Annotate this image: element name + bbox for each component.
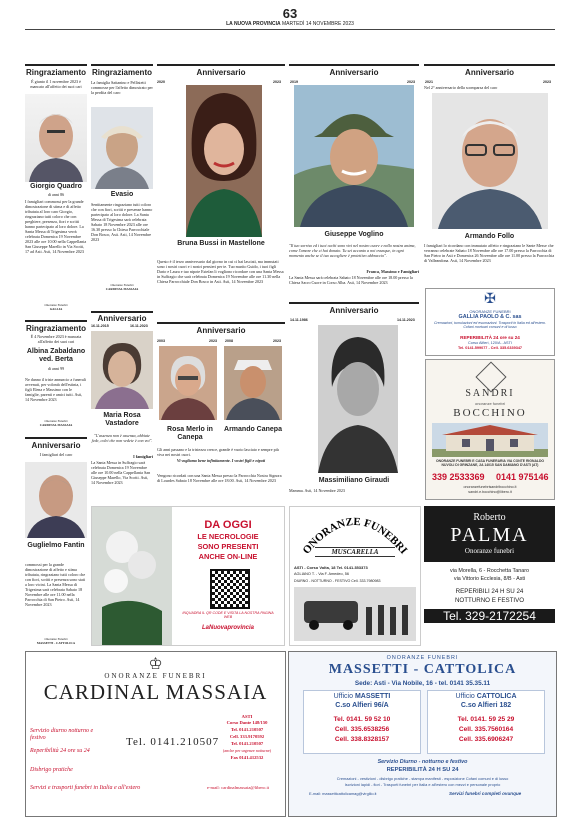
ad-service-4: Iscrizioni lapidi - fiori - Trasporti funebri per Italia e all'estero con mezzi e personale proprio	[344, 782, 501, 787]
office-cattolica	[427, 690, 545, 754]
ad-label: ONORANZE FUNEBRI	[104, 672, 207, 680]
ad-name: CARDINAL MASSAIA	[43, 680, 268, 704]
ad-address-2: via Vittorio Ecclesia, 8/B - Asti	[453, 576, 526, 582]
portrait-photo	[91, 107, 153, 189]
office-massetti	[303, 690, 421, 754]
notice-text: Questo è il terzo anniversario dal giorno in cui ci hai lasciati, ma immutati sono i nostri cuori e i nostri pensieri per te. Tuo marito Guido, i tuoi figli Dario e Laura e tuo nipote Estefan li vogliono ricordare con una Santa Messa in Suffragio che sarà celebrata Domenica 19 Novembre alle ore 11.30 nella Chiesa Parrocchiale Don Bosco in Asti. Asti, 14 Novembre 2023	[157, 259, 284, 284]
notice-heading: Anniversario	[31, 441, 81, 450]
notice-intro: La famiglia Sattanino e Pellistetti commosse per l'affetto dimostrato per la perdita del caro	[91, 80, 153, 95]
ad-palma	[424, 506, 555, 644]
ad-urgent: (anche per urgenze notturne)	[222, 748, 272, 753]
notice-quote: "L'assenza non è assenza, abbiate fede, colei che non vedete è con voi".	[91, 433, 153, 443]
ad-line-1: DA OGGI	[204, 519, 252, 531]
ad-email: sandri.e.bocchino@libero.it	[468, 490, 512, 494]
office-label: Ufficio	[455, 693, 475, 700]
funeral-label: Onoranze Funebri	[44, 419, 68, 423]
ad-phone-1: 339 2533369	[432, 472, 485, 482]
ad-line-3: DIURNO - NOTTURNO - FESTIVO Cell. 333.7980983	[294, 579, 381, 583]
newspaper-name: LA NUOVA PROVINCIA	[226, 21, 281, 27]
ad-hq: Sede: Asti - Via Nobile, 16 - tel. 0141 35.35.11	[354, 680, 491, 687]
notice-heading: Anniversario	[329, 68, 379, 77]
office-name: CATTOLICA	[476, 693, 517, 700]
ad-service-1: Servizio Diurno - notturno e festivo	[377, 759, 468, 765]
deceased-name: Giuseppe Voglino	[324, 231, 384, 238]
qr-code[interactable]	[210, 569, 250, 609]
deceased-name: Armando Follo	[464, 233, 515, 240]
date-from: 14.11.1986	[290, 318, 308, 322]
funeral-label: Onoranze Funebri	[44, 303, 68, 307]
ad-email: Email: palmasrl19@gmail.com	[448, 628, 531, 634]
date-to: 16.11.2023	[130, 324, 148, 328]
portrait-photo	[294, 85, 414, 227]
portrait-photo	[432, 93, 548, 229]
ad-phone: Tel. 0141.210507	[126, 736, 220, 748]
ad-label: ONORANZE FUNEBRI	[469, 309, 511, 314]
office-address: C.so Alfieri 96/A	[335, 702, 389, 709]
ad-service-3: Cremazioni - vestizioni - disbrigo pratiche - stampa manifesti - esposizione Cofani comuni e di lusso	[336, 776, 509, 781]
ad-desc: ONORANZE FUNEBRI E CASA FUNERARIA VIA CONTE RIGNALDO NUVOLI DI GRINZANE, 2A 14015 SAN DAMIANO D'ASTI (AT)	[435, 459, 545, 467]
notice-signature: Franca, Massimo e Famigliari	[366, 269, 419, 274]
ad-name: MUSCARELLA	[315, 547, 395, 557]
ad-necrologie	[91, 506, 285, 646]
funeral-home: MASSETTI - CATTOLICA	[36, 641, 76, 645]
office-name: MASSETTI	[354, 693, 391, 700]
year-2: 2023	[209, 339, 217, 343]
notice-intro: È 4 Novembre 2023 è mancata all'affetto dei suoi cari	[30, 334, 82, 344]
ad-hours-2: NOTTURNO E FESTIVO	[454, 597, 525, 604]
year-1: 2003	[157, 339, 165, 343]
ad-sub: onoranze funebri	[474, 401, 506, 406]
ad-service-5: Servizi funebri completi ovunque	[449, 791, 522, 796]
flowers-photo	[92, 507, 172, 645]
logo-icon: ✠	[484, 292, 496, 307]
funeral-label: Onoranze Funebri	[110, 283, 134, 287]
notice-heading: Anniversario	[465, 68, 514, 77]
ad-label: ONORANZE FUNEBRI	[386, 655, 459, 661]
ad-name: GALLIA PAOLO & C. sas	[458, 314, 522, 320]
funeral-home: GALLIA	[49, 307, 63, 311]
ad-service-2: Reperibilità 24 ore su 24	[30, 748, 90, 754]
deceased-age: di anni 86	[47, 192, 65, 197]
notice-text-2: Vengono ricordati con una Santa Messa presso la Parrocchia Nostra Signora di Lourdes Sabato 18 Novembre alle ore 18.00. Asti, 14 Novembre 2023	[157, 473, 282, 483]
year-from: 2021	[425, 80, 433, 84]
page-number: 63	[282, 6, 298, 21]
ad-cell-1: Cell. 333.9170592	[229, 734, 265, 739]
year-to: 2023	[273, 80, 281, 84]
notice-heading: Anniversario	[196, 326, 246, 335]
year-from: 2019	[290, 80, 298, 84]
notice-heading: Anniversario	[329, 306, 379, 315]
deceased-name: Maria Rosa Vastadore	[103, 412, 141, 427]
year-4: 2023	[273, 339, 281, 343]
notice-quote: Vi vogliamo bene infinitamente. I vostri figli e nipoti	[176, 458, 266, 463]
notice-heading: Ringraziamento	[25, 68, 86, 77]
office-cell-2: Cell. 338.8328157	[334, 736, 390, 743]
page-header	[0, 21, 580, 27]
ad-email: e-mail: cardinalmassaia@libero.it	[206, 785, 270, 790]
deceased-name: Evasio	[110, 191, 134, 198]
date-from: 16.11.2015	[91, 324, 109, 328]
ad-cta: INQUADRA IL QR CODE E VISITA LA NOSTRA PAGINA WEB	[182, 611, 274, 620]
ad-service-4: Servizi e trasporti funebri in Italia e all'estero	[30, 785, 141, 791]
ad-line-2: LE NECROLOGIE	[197, 532, 259, 541]
year-from: 2020	[157, 80, 165, 84]
deceased-name: Giorgio Quadro	[30, 183, 82, 190]
notice-text: Gli anni passano e la tristezza cresce, grande è vuoto lasciato e sempre più viva nei nostri cuori.	[157, 447, 279, 457]
ad-line-4: ANCHE ON-LINE	[198, 552, 258, 561]
notice-text: La Santa Messa in Suffragio sarà celebrata Domenica 19 Novembre alle ore 10.00 nella Cappellania San Giuseppe Marello, Via Scotti. Asti, 14 Novembre 2023	[91, 460, 151, 485]
year-to: 2023	[543, 80, 551, 84]
ad-email: E-mail: massetticattolicamag@virgilio.it	[309, 791, 377, 796]
ad-name: MASSETTI - CATTOLICA	[328, 662, 517, 677]
ad-city: ASTI	[241, 714, 253, 719]
notice-signature: I famigliari	[133, 454, 153, 459]
ad-arc-text: ONORANZE FUNEBRI	[300, 515, 410, 557]
year-to: 2023	[407, 80, 415, 84]
ad-web: onoranzefunebrisandribocchino.it	[463, 485, 517, 489]
deceased-name: Bruna Bussi in Mastellone	[177, 240, 265, 247]
ad-address-1: via Morella, 6 - Rocchetta Tanaro	[449, 568, 529, 574]
logo-icon: ♔	[148, 656, 163, 673]
year-3: 2008	[225, 339, 233, 343]
notice-text: Mamma. Asti, 14 Novembre 2023	[289, 488, 345, 493]
deceased-name-1: Rosa Merlo in Canepa	[167, 426, 213, 441]
ad-brand: BOCCHINO	[453, 407, 527, 419]
deceased-name: Guglielmo Fantin	[27, 542, 85, 549]
ad-service-2: REPERIBILITÀ 24 H SU 24	[386, 767, 459, 773]
notice-text: Ne danno il triste annuncio a funerali avvenuti, per volontà dell'estinta, i figli Elena e Massimo con le famiglie, parenti e amici tutti. Asti, 14 Novembre 2023	[25, 377, 86, 402]
ad-sub: Onoranze funebri	[464, 547, 515, 555]
ad-hours: REPERIBILITÀ 24 ore su 24	[460, 335, 520, 340]
ad-phone-2: 0141 975146	[496, 472, 549, 482]
notice-heading: Ringraziamento	[25, 324, 86, 333]
portrait-photo	[186, 85, 262, 237]
notice-intro: I famigliari del caro	[39, 452, 73, 457]
hearse-photo	[294, 587, 416, 641]
notice-text: I famigliari lo ricordano con immutato affetto e ringraziano le Sante Messe che verranno celebrate Sabato 18 Novembre alle ore 17.00 presso la Parrocchia di San Pietro in Asti e Domenica 26 Novembre alle ore 11.00 presso la Parrocchia di Valleandona. Asti, 14 Novembre 2023	[424, 243, 555, 263]
notice-heading: Anniversario	[97, 314, 147, 323]
ad-hours-1: REPERIBILI 24 H SU 24	[455, 588, 524, 595]
notice-intro: Nel 2° anniversario della scomparsa del caro	[424, 85, 498, 90]
date-to: 14.11.2023	[397, 318, 415, 322]
ad-cardinal-massaia	[25, 651, 286, 817]
funeral-home: CARDINAL MASSAIA	[39, 423, 73, 427]
notice-intro: È giunto il 1 novembre 2023 è mancato all'affetto dei suoi cari	[30, 79, 82, 89]
ad-desc: Cremazioni, tumulazioni ed esumazioni. Trasporti in Italia ed all'estero. Cofani mortuari comuni e di lusso	[433, 321, 547, 330]
funeral-label: Onoranze Funebri	[44, 637, 68, 641]
funeral-home: CARDINAL MASSAIA	[105, 287, 139, 291]
notice-quote: "Il tuo sorriso ed i tuoi occhi sono vivi nel nostro cuore e nella nostra anima, come l'amore che ci hai donato. Tu sei accanto a noi ovunque, in ogni momento anche se il tuo accogliere è protettivo abbraccio".	[289, 243, 416, 258]
deceased-age: di anni 99	[47, 366, 65, 371]
ad-line-2: AGLIANO T. - Via F. Amedeo, 56	[294, 572, 349, 576]
building-photo	[432, 423, 548, 457]
portrait-photo	[318, 325, 398, 473]
office-cell-1: Cell. 335.6538256	[334, 726, 390, 733]
ad-line-3: SONO PRESENTI	[197, 542, 259, 551]
ad-fax: Fax 0141.412532	[230, 755, 264, 760]
ad-service-1: Servizio diurno notturno e festivo	[30, 728, 94, 741]
ad-phone-2: Tel. 0141.210507	[230, 727, 264, 732]
ad-first-name: Roberto	[473, 512, 506, 523]
office-label: Ufficio	[333, 693, 353, 700]
ad-phone-3: Tel. 0141.210507	[230, 741, 264, 746]
deceased-name-2: Armando Canepa	[224, 426, 282, 433]
portrait-photo	[25, 462, 87, 538]
notice-text: I famigliari commossi per la grande dimostrazione di stima e di affetto tributata al loro caro Giorgio, ringraziano tutti coloro che con preghiere, presenza, fiori e scritti hanno partecipato al loro dolore. La Santa Messa di Trigesima verrà celebrata Domenica 19 Novembre 2023 alle ore 10.00 nella Cappellania San Giuseppe Marello in Via Scotti, 17 ad Asti. Asti, 14 Novembre 2023	[25, 199, 87, 254]
deceased-name: Massimiliano Giraudi	[318, 477, 390, 484]
notice-text: La Santa Messa sarà celebrata Sabato 18 Novembre alle ore 18.00 presso la Chiesa Sacro Cuore in Corso Alba. Asti, 14 Novembre 2023	[289, 275, 413, 285]
ad-address: Corso Dante 148/150	[226, 720, 268, 725]
ad-name: PALMA	[450, 524, 529, 546]
portrait-photo	[224, 346, 282, 420]
deceased-name: Albina Zabaldano ved. Berta	[26, 348, 86, 363]
ad-address: Corso Alfieri, 120/A - ASTI	[468, 341, 512, 345]
ad-massetti-cattolica	[288, 651, 557, 817]
office-cell-2: Cell. 335.6906247	[458, 736, 514, 743]
issue-date: MARTEDÌ 14 NOVEMBRE 2023	[282, 21, 354, 27]
office-address: C.so Alfieri 182	[460, 702, 512, 709]
portrait-photo	[159, 346, 217, 420]
ad-brand: LaNuovaprovincia	[201, 625, 254, 631]
ad-line-1: ASTI - Corso Volta, 18 Tel. 0141.353373	[294, 565, 368, 570]
notice-heading: Ringraziamento	[91, 68, 152, 77]
ad-service-3: Disbrigo pratiche	[30, 767, 73, 773]
ad-phone: Tel. 0141.599077 - Cell. 335.6339347	[457, 346, 523, 350]
notice-heading: Anniversario	[196, 68, 246, 77]
office-phone: Tel. 0141. 59 25 29	[457, 716, 515, 723]
ad-name: SANDRI	[465, 388, 515, 399]
office-cell-1: Cell. 335.7560164	[458, 726, 514, 733]
portrait-photo	[91, 331, 153, 409]
portrait-photo	[25, 94, 87, 182]
ad-sandri	[425, 359, 555, 500]
ad-muscarella	[289, 506, 421, 646]
ad-phone: Tel. 329-2172254	[424, 609, 555, 623]
notice-text: commossi per la grande dimostrazione di affetto e stima tributata, ringraziano tutti coloro che con fiori, scritti e presenza sono stati a loro vicini. La Santa Messa di Trigesima sarà celebrata Sabato 18 Novembre alle ore 11.00 nella Parrocchia di San Pietro. Asti, 14 Novembre 2023	[25, 562, 86, 607]
notice-text: Sentitamente ringraziano tutti coloro che con fiori, scritti e presenze hanno partecipato al loro dolore. La Santa Messa di Trigesima sarà celebrata Sabato 18 Novembre 2023 alle ore 16.30 presso la Chiesa Parrocchiale Don Bosco, Asti. Asti, 14 Novembre 2023	[91, 202, 153, 242]
ad-gallia	[425, 288, 555, 356]
office-phone: Tel. 0141. 59 52 10	[333, 716, 391, 723]
